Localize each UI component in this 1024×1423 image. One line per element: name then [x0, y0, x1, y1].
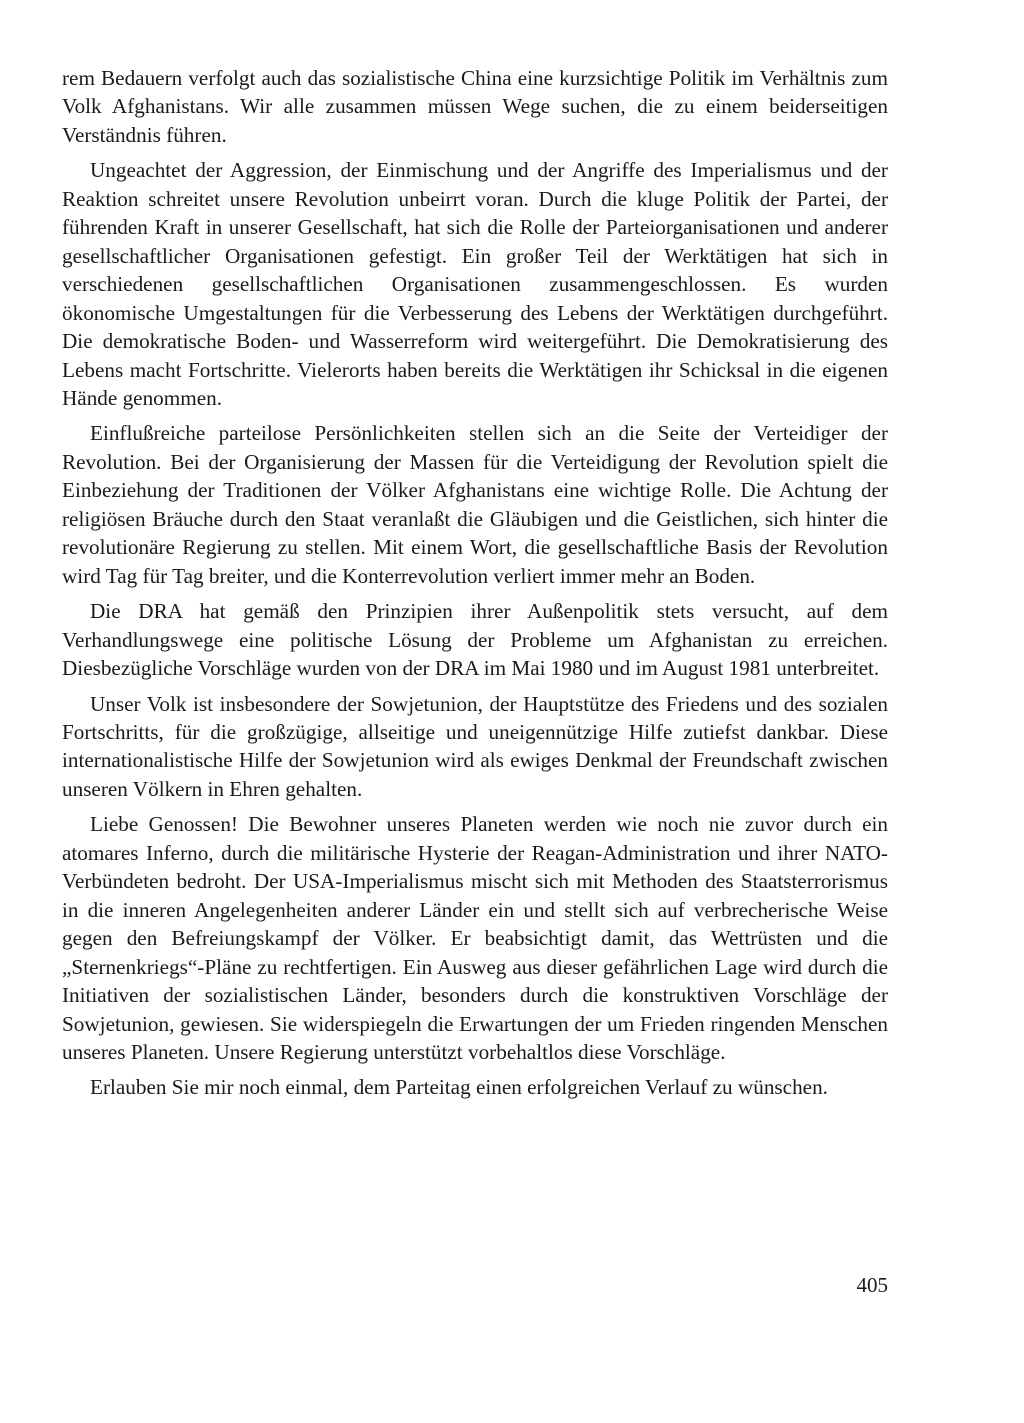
paragraph-6: Liebe Genossen! Die Bewohner unseres Planeten werden wie noch nie zuvor durch ein atomares Inferno, durch die militärische Hysterie der Reagan-Administration und ihrer NATO-Verbündeten bedroht. Der USA-Imperialismus mischt sich mit Methoden des Staatsterrorismus in die inneren Angelegenheiten anderer Länder ein und stellt sich auf verbrecherische Weise gegen den Befreiungskampf der Völker. Er beabsichtigt damit, das Wettrüsten und die „Sternenkriegs“-Pläne zu rechtfertigen. Ein Ausweg aus dieser gefährlichen Lage wird durch die Initiativen der sozialistischen Länder, besonders durch die konstruktiven Vorschläge der Sowjetunion, gewiesen. Sie widerspiegeln die Erwartungen der um Frieden ringenden Menschen unseres Planeten. Unsere Regierung unterstützt vorbehaltlos diese Vorschläge.: [62, 812, 888, 1064]
page-number: 405: [856, 1273, 888, 1297]
paragraph-1: rem Bedauern verfolgt auch das sozialistische China eine kurzsichtige Politik im Verhältnis zum Volk Afghanistans. Wir alle zusammen müssen Wege suchen, die zu einem beiderseitigen Verständnis führen.: [62, 66, 888, 147]
paragraph-5: Unser Volk ist insbesondere der Sowjetunion, der Hauptstütze des Friedens und des sozialen Fortschritts, für die großzügige, allseitige und uneigennützige Hilfe zutiefst dankbar. Diese internationalistische Hilfe der Sowjetunion wird als ewiges Denkmal der Freundschaft zwischen unseren Völkern in Ehren gehalten.: [62, 691, 888, 801]
paragraph-3: Einflußreiche parteilose Persönlichkeiten stellen sich an die Seite der Verteidiger der Revolution. Bei der Organisierung der Massen für die Verteidigung der Revolution spielt die Einbeziehung der Traditionen der Völker Afghanistans eine wichtige Rolle. Die Achtung der religiösen Bräuche durch den Staat veranlaßt die Gläubigen und die Geistlichen, sich hinter die revolutionäre Regierung zu stellen. Mit einem Wort, die gesellschaftliche Basis der Revolution wird Tag für Tag breiter, und die Konterrevolution verliert immer mehr an Boden.: [62, 421, 888, 588]
paragraph-4: Die DRA hat gemäß den Prinzipien ihrer Außenpolitik stets versucht, auf dem Verhandlungswege eine politische Lösung der Probleme um Afghanistan zu erreichen. Diesbezügliche Vorschläge wurden von der DRA im Mai 1980 und im August 1981 unterbreitet.: [62, 599, 888, 681]
paragraph-2: Ungeachtet der Aggression, der Einmischung und der Angriffe des Imperialismus und der Reaktion schreitet unsere Revolution unbeirrt voran. Durch die kluge Politik der Partei, der führenden Kraft in unserer Gesellschaft, hat sich die Rolle der Parteiorganisationen und anderer gesellschaftlicher Organisationen gefestigt. Ein großer Teil der Werktätigen hat sich in verschiedenen gesellschaftlichen Organisationen zusammengeschlossen. Es wurden ökonomische Umgestaltungen für die Verbesserung des Lebens der Werktätigen durchgeführt. Die demokratische Boden- und Wasserreform wird weitergeführt. Die Demokratisierung des Lebens macht Fortschritte. Vielerorts haben bereits die Werktätigen ihr Schicksal in die eigenen Hände genommen.: [62, 158, 888, 410]
body-text: [62, 64, 888, 1109]
paragraph-7: Erlauben Sie mir noch einmal, dem Parteitag einen erfolgreichen Verlauf zu wünschen.: [90, 1075, 828, 1100]
